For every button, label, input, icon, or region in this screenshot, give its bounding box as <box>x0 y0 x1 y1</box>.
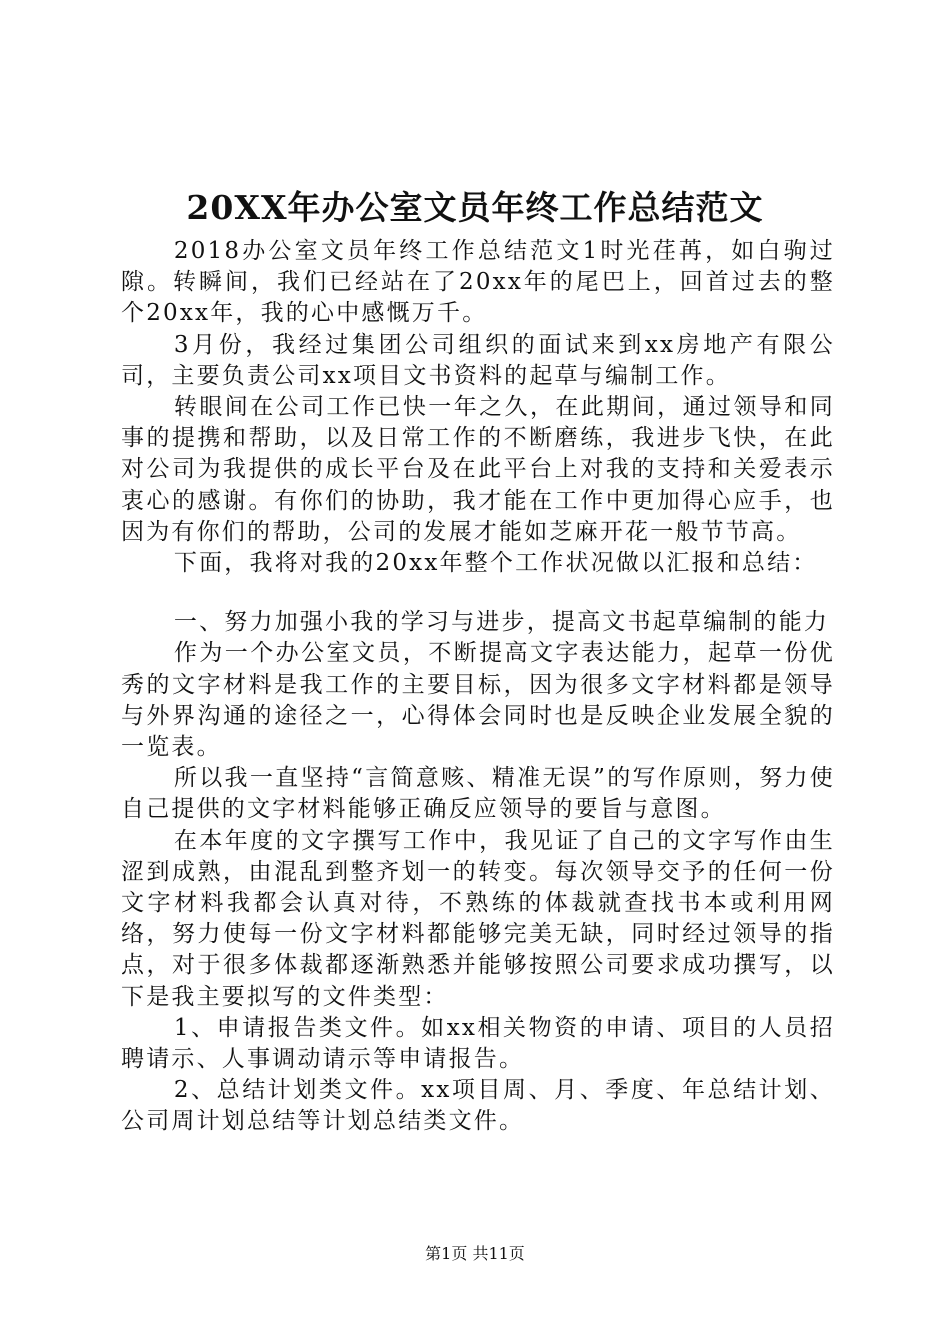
list-item-summary-plans: 2、总结计划类文件。xx项目周、月、季度、年总结计划、公司周计划总结等计划总结类文件。 <box>121 1077 835 1135</box>
paragraph-intro: 2018办公室文员年终工作总结范文1时光荏苒，如白驹过隙。转瞬间，我们已经站在了20xx年的尾巴上，回首过去的整个20xx年，我的心中感慨万千。 <box>121 238 835 327</box>
page-footer: 第1页 共11页 <box>425 1244 525 1263</box>
document-title: 20XX年办公室文员年终工作总结范文 <box>186 188 764 227</box>
paragraph-writing-principle: 所以我一直坚持“言简意赅、精准无误”的写作原则，努力使自己提供的文字材料能够正确反应领导的要旨与意图。 <box>121 765 835 823</box>
paragraph-thanks: 转眼间在公司工作已快一年之久，在此期间，通过领导和同事的提携和帮助，以及日常工作的不断磨练，我进步飞快，在此对公司为我提供的成长平台及在此平台上对我的支持和关爱表示衷心的感谢。有你们的协助，我才能在工作中更加得心应手，也因为有你们的帮助，公司的发展才能如芝麻开花一般节节高。 <box>121 394 835 545</box>
list-item-application-reports: 1、申请报告类文件。如xx相关物资的申请、项目的人员招聘请示、人事调动请示等申请报告。 <box>121 1014 835 1073</box>
paragraph-writing-goal: 作为一个办公室文员，不断提高文字表达能力，起草一份优秀的文字材料是我工作的主要目标，因为很多文字材料都是领导与外界沟通的途径之一，心得体会同时也是反映企业发展全貌的一览表。 <box>121 640 835 761</box>
paragraph-march: 3月份，我经过集团公司组织的面试来到xx房地产有限公司，主要负责公司xx项目文书资料的起草与编制工作。 <box>121 331 835 389</box>
document-body <box>121 236 835 1138</box>
paragraph-writing-growth: 在本年度的文字撰写工作中，我见证了自己的文字写作由生涩到成熟，由混乱到整齐划一的转变。每次领导交予的任何一份文字材料我都会认真对待，不熟练的体裁就查找书本或利用网络，努力使每一份文字材料都能够完美无缺，同时经过领导的指点，对于很多体裁都逐渐熟悉并能够按照公司要求成功撰写，以下是我主要拟写的文件类型： <box>121 827 835 1010</box>
paragraph-summary-lead: 下面，我将对我的20xx年整个工作状况做以汇报和总结： <box>173 550 818 577</box>
section-heading-1: 一、努力加强小我的学习与进步，提高文书起草编制的能力 <box>173 609 830 636</box>
